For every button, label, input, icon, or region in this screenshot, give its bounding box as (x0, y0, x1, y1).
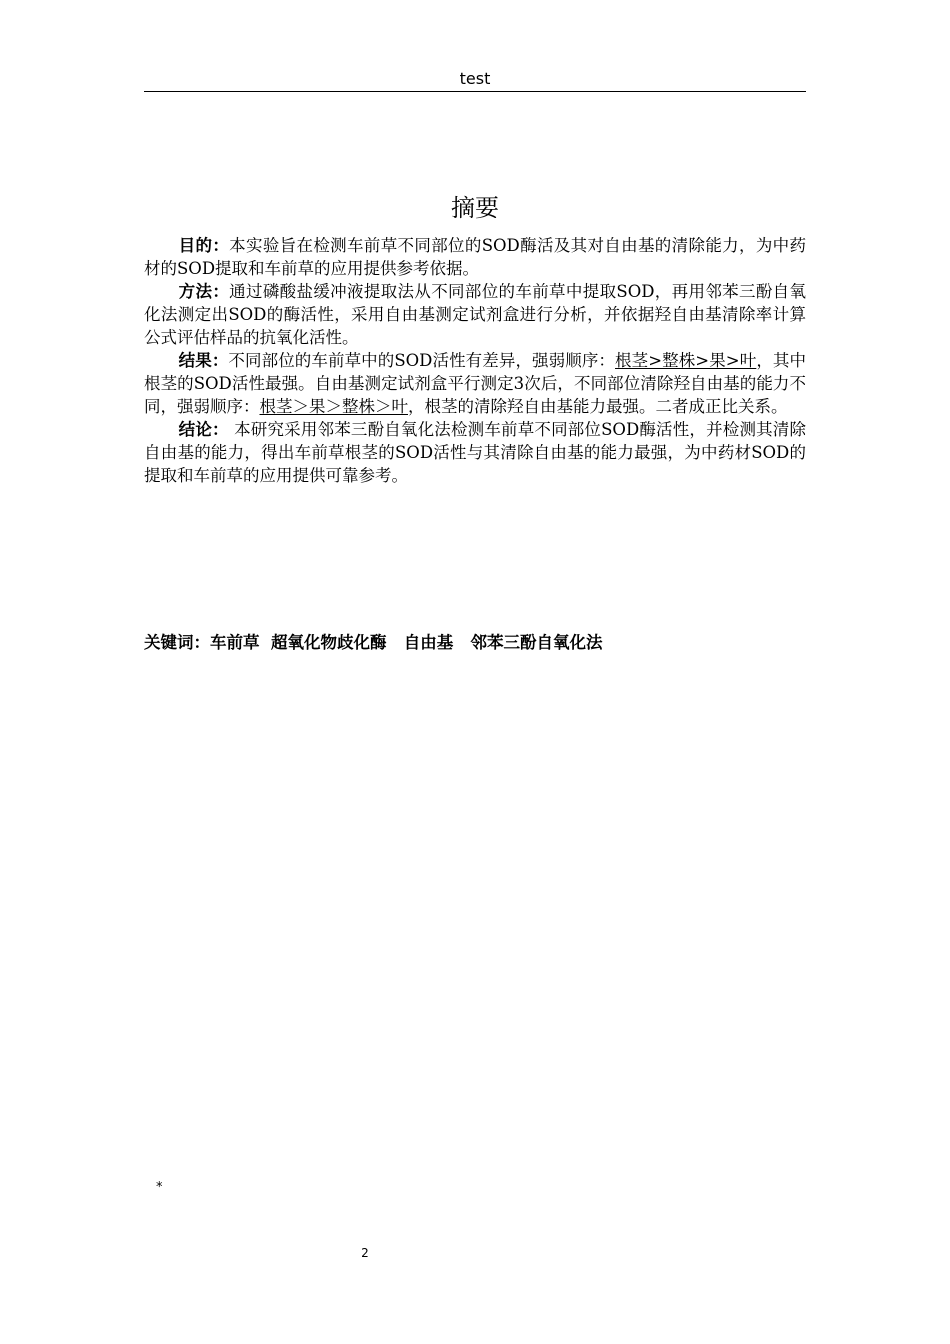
result-label: 结果： (178, 351, 229, 370)
result-text-3: ，根茎的清除羟自由基能力最强。二者成正比关系。 (408, 397, 788, 416)
keywords-list: 车前草 超氧化物歧化酶 自由基 邻苯三酚自氧化法 (210, 633, 603, 652)
page-number: 2 (361, 1246, 369, 1260)
result-paragraph (144, 349, 806, 418)
abstract-body (144, 234, 806, 487)
result-text-2: ，其中根茎的SOD活性最强。自由基测定试剂盒平行测定3次后，不同部位清除羟自由基的能力不同，强弱顺序： (144, 351, 807, 416)
conclusion-text: 本研究采用邻苯三酚自氧化法检测车前草不同部位SOD酶活性，并检测其清除自由基的能力，得出车前草根茎的SOD活性与其清除自由基的能力最强，为中药材SOD的提取和车前草的应用提供可靠参考。 (144, 420, 806, 485)
objective-paragraph (144, 234, 806, 280)
method-paragraph (144, 280, 806, 349)
sod-activity-order: 根茎>整株>果>叶 (615, 351, 757, 370)
footnote-mark: * (156, 1180, 163, 1195)
abstract-title: 摘要 (451, 194, 499, 222)
radical-scavenging-order: 根茎＞果＞整株＞叶 (259, 397, 408, 416)
page-header: test (459, 69, 491, 88)
objective-text: 本实验旨在检测车前草不同部位的SOD酶活及其对自由基的清除能力，为中药材的SOD提取和车前草的应用提供参考依据。 (144, 236, 807, 278)
objective-label: 目的： (178, 236, 230, 255)
method-text: 通过磷酸盐缓冲液提取法从不同部位的车前草中提取SOD，再用邻苯三酚自氧化法测定出SOD的酶活性，采用自由基测定试剂盒进行分析，并依据羟自由基清除率计算公式评估样品的抗氧化活性。 (144, 282, 807, 347)
result-text-1: 不同部位的车前草中的SOD活性有差异，强弱顺序： (228, 351, 616, 370)
keywords-label: 关键词： (144, 633, 210, 652)
conclusion-label: 结论： (178, 420, 229, 439)
header-divider (144, 91, 806, 92)
keywords-line (144, 631, 806, 655)
method-label: 方法： (178, 282, 230, 301)
conclusion-paragraph (144, 418, 806, 487)
